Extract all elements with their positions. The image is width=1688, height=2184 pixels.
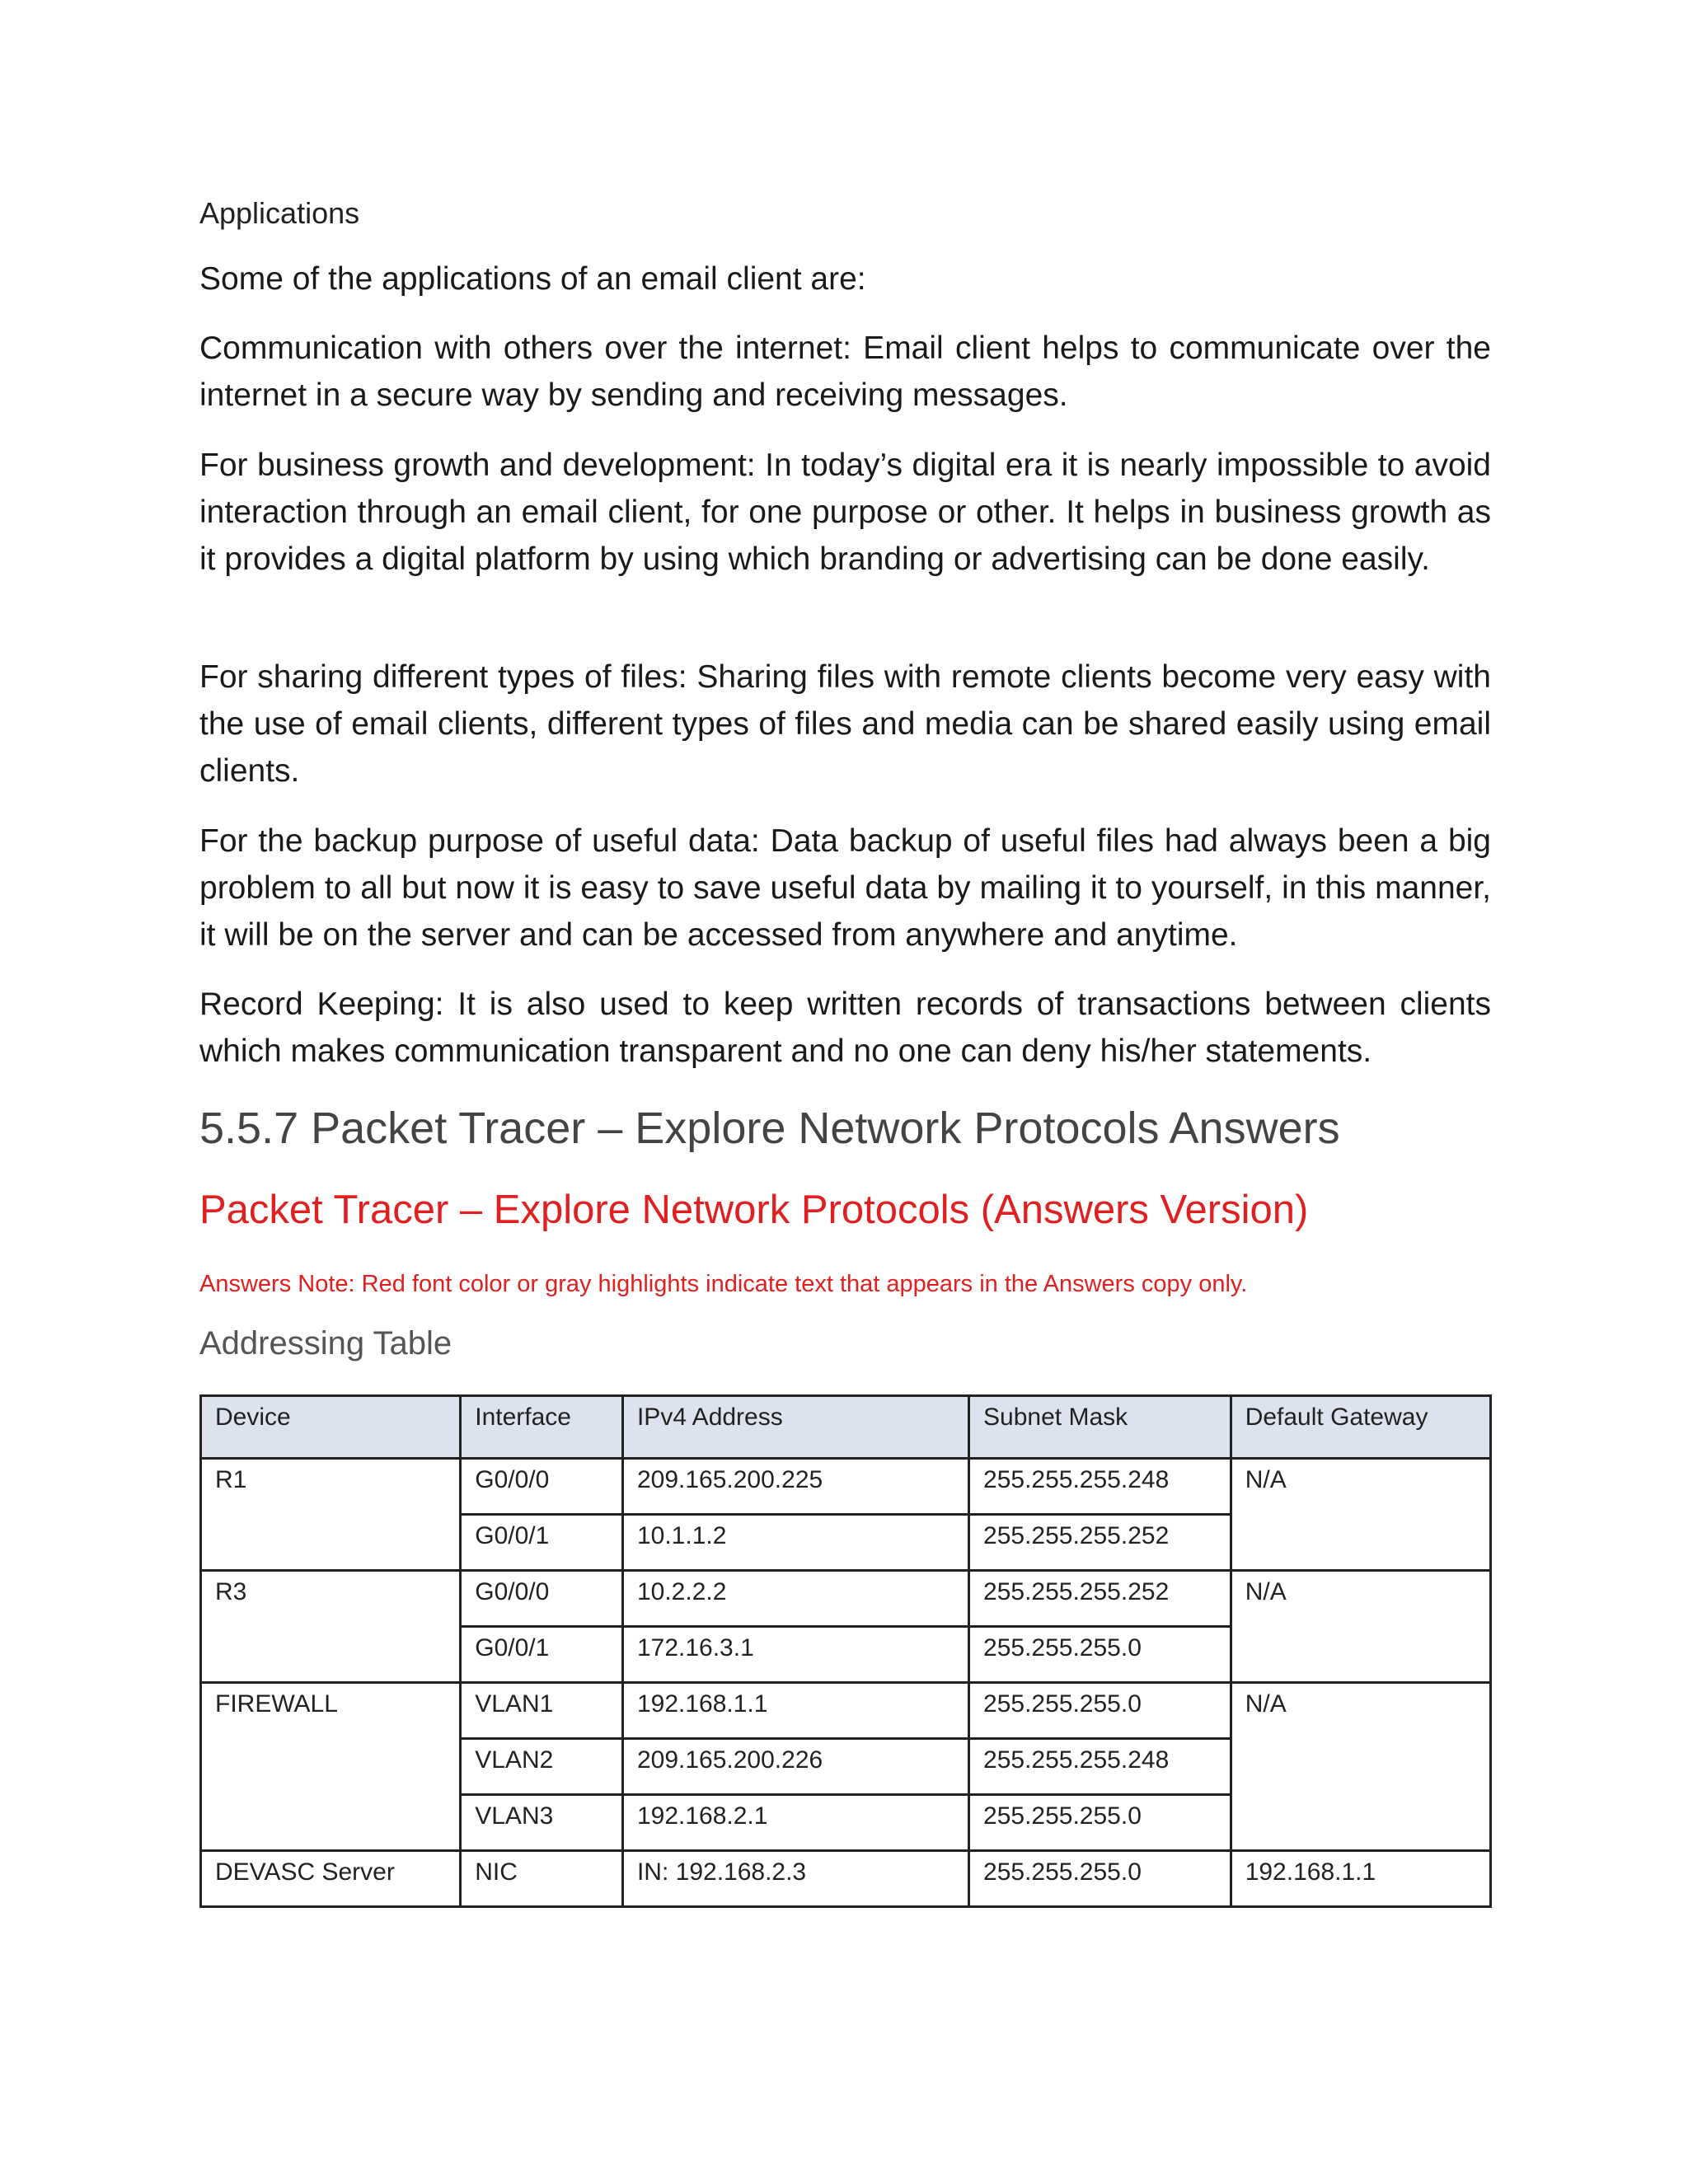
interface-cell: VLAN2: [461, 1739, 623, 1795]
interface-cell: VLAN3: [461, 1795, 623, 1851]
mask-cell: 255.255.255.0: [969, 1683, 1231, 1739]
paragraph-file-sharing: For sharing different types of files: Sharing files with remote clients become very easy with the use of email clients, different types of files and media can be shared easily using email clients.: [199, 659, 1491, 789]
device-cell: DEVASC Server: [201, 1851, 461, 1907]
mask-cell: 255.255.255.0: [969, 1851, 1231, 1907]
answers-version-heading: Packet Tracer – Explore Network Protocols (Answers Version): [199, 1188, 1309, 1232]
answers-note: Answers Note: Red font color or gray highlights indicate text that appears in the Answers copy only.: [199, 1271, 1248, 1297]
ipv4-cell: 192.168.1.1: [622, 1683, 968, 1739]
interface-cell: NIC: [461, 1851, 623, 1907]
table-row: [201, 1459, 1491, 1515]
gateway-cell: N/A: [1231, 1459, 1490, 1571]
intro-paragraph: Some of the applications of an email client are:: [199, 261, 866, 297]
interface-cell: G0/0/0: [461, 1571, 623, 1627]
device-cell: R3: [201, 1571, 461, 1683]
table-row: [201, 1571, 1491, 1627]
header-gateway: Default Gateway: [1231, 1396, 1490, 1459]
mask-cell: 255.255.255.252: [969, 1515, 1231, 1571]
section-heading: 5.5.7 Packet Tracer – Explore Network Protocols Answers: [199, 1104, 1340, 1153]
ipv4-cell: 172.16.3.1: [622, 1627, 968, 1683]
ipv4-cell: 10.1.1.2: [622, 1515, 968, 1571]
table-title: Addressing Table: [199, 1325, 452, 1361]
device-cell: FIREWALL: [201, 1683, 461, 1851]
ipv4-cell: 209.165.200.225: [622, 1459, 968, 1515]
gateway-cell: N/A: [1231, 1683, 1490, 1851]
device-cell: R1: [201, 1459, 461, 1571]
interface-cell: VLAN1: [461, 1683, 623, 1739]
paragraph-record-keeping: Record Keeping: It is also used to keep written records of transactions between clients which makes communication transparent and no one can deny his/her statements.: [199, 987, 1491, 1069]
mask-cell: 255.255.255.248: [969, 1739, 1231, 1795]
header-ipv4: IPv4 Address: [622, 1396, 968, 1459]
ipv4-cell: 209.165.200.226: [622, 1739, 968, 1795]
ipv4-cell: IN: 192.168.2.3: [622, 1851, 968, 1907]
addressing-table: [199, 1394, 1492, 1908]
mask-cell: 255.255.255.0: [969, 1627, 1231, 1683]
mask-cell: 255.255.255.0: [969, 1795, 1231, 1851]
table-row: [201, 1851, 1491, 1907]
interface-cell: G0/0/1: [461, 1627, 623, 1683]
gateway-cell: 192.168.1.1: [1231, 1851, 1490, 1907]
table-header-row: [201, 1396, 1491, 1459]
interface-cell: G0/0/0: [461, 1459, 623, 1515]
paragraph-communication: Communication with others over the internet: Email client helps to communicate over the internet in a secure way by sending and receiving messages.: [199, 330, 1491, 413]
ipv4-cell: 10.2.2.2: [622, 1571, 968, 1627]
mask-cell: 255.255.255.252: [969, 1571, 1231, 1627]
ipv4-cell: 192.168.2.1: [622, 1795, 968, 1851]
paragraph-business-growth: For business growth and development: In today’s digital era it is nearly impossible to avoid interaction through an email client, for one purpose or other. It helps in business growth as it provides a digital platform by using which branding or advertising can be done easily.: [199, 448, 1491, 577]
mask-cell: 255.255.255.248: [969, 1459, 1231, 1515]
section-label: Applications: [199, 196, 360, 230]
header-device: Device: [201, 1396, 461, 1459]
paragraph-backup: For the backup purpose of useful data: Data backup of useful files had always been a big problem to all but now it is easy to save useful data by mailing it to yourself, in this manner, it will be on the server and can be accessed from anywhere and anytime.: [199, 823, 1491, 953]
interface-cell: G0/0/1: [461, 1515, 623, 1571]
header-interface: Interface: [461, 1396, 623, 1459]
table-row: [201, 1683, 1491, 1739]
header-subnet: Subnet Mask: [969, 1396, 1231, 1459]
gateway-cell: N/A: [1231, 1571, 1490, 1683]
